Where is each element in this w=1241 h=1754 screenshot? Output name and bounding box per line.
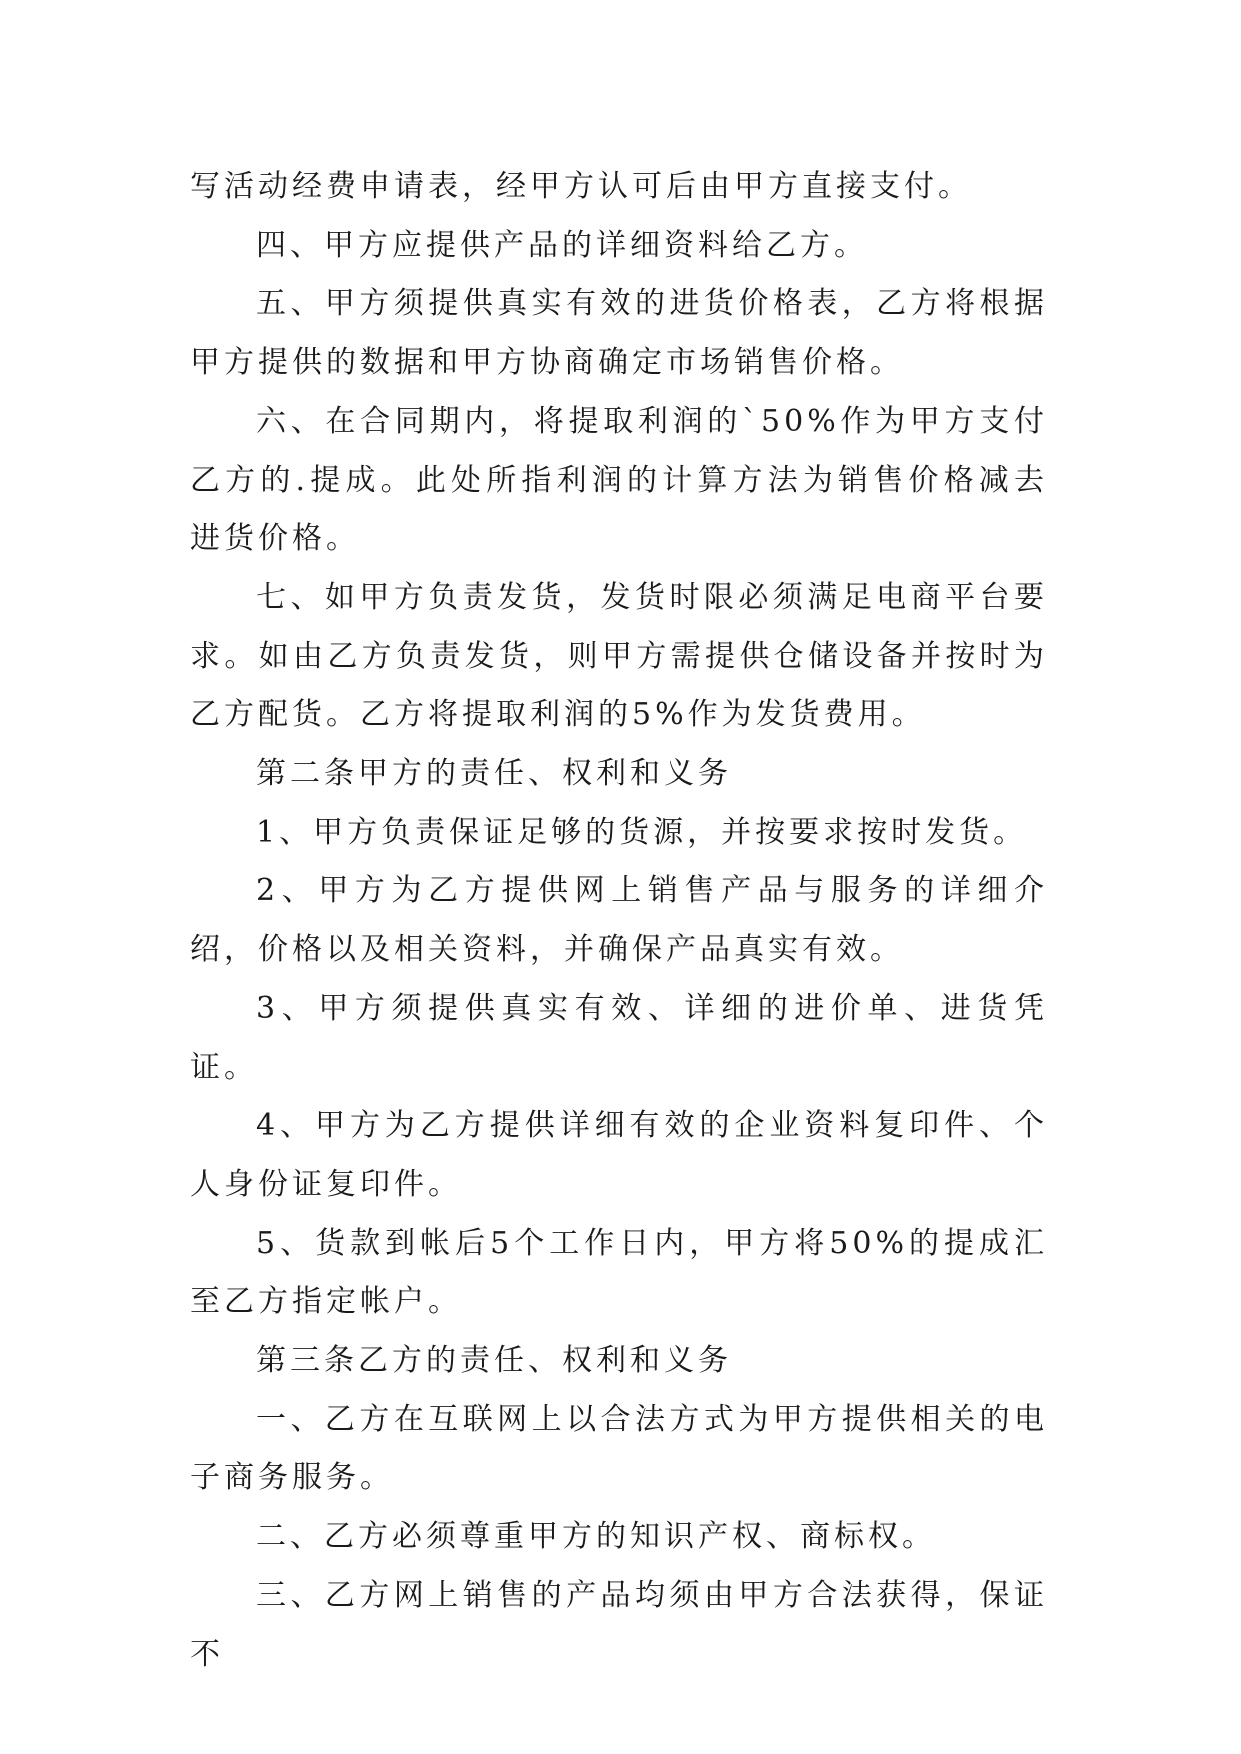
paragraph: 三、乙方网上销售的产品均须由甲方合法获得，保证不: [190, 1577, 1048, 1672]
section-heading: 第三条乙方的责任、权利和义务: [256, 1343, 732, 1379]
paragraph: 5、货款到帐后5个工作日内，甲方将50%的提成汇至乙方指定帐户。: [190, 1225, 1048, 1320]
paragraph: 一、乙方在互联网上以合法方式为甲方提供相关的电子商务服务。: [190, 1401, 1048, 1496]
section-heading: 第二条甲方的责任、权利和义务: [256, 756, 732, 792]
paragraph: 五、甲方须提供真实有效的进货价格表，乙方将根据甲方提供的数据和甲方协商确定市场销售价格。: [190, 286, 1048, 381]
paragraph: 四、甲方应提供产品的详细资料给乙方。: [256, 227, 868, 263]
paragraph: 3、甲方须提供真实有效、详细的进价单、进货凭证。: [190, 990, 1048, 1085]
paragraph: 1、甲方负责保证足够的货源，并按要求按时发货。: [256, 814, 1028, 850]
paragraph: 4、甲方为乙方提供详细有效的企业资料复印件、个人身份证复印件。: [190, 1108, 1048, 1202]
paragraph: 二、乙方必须尊重甲方的知识产权、商标权。: [256, 1519, 936, 1555]
paragraph: 2、甲方为乙方提供网上销售产品与服务的详细介绍，价格以及相关资料，并确保产品真实有效。: [190, 873, 1048, 968]
paragraph: 七、如甲方负责发货，发货时限必须满足电商平台要求。如由乙方负责发货，则甲方需提供仓储设备并按时为乙方配货。乙方将提取利润的5%作为发货费用。: [190, 579, 1048, 733]
paragraph: 写活动经费申请表，经甲方认可后由甲方直接支付。: [190, 169, 972, 204]
paragraph: 六、在合同期内，将提取利润的`50%作为甲方支付乙方的.提成。此处所指利润的计算方法为销售价格减去进货价格。: [190, 403, 1048, 557]
document-body: [190, 158, 1048, 1684]
